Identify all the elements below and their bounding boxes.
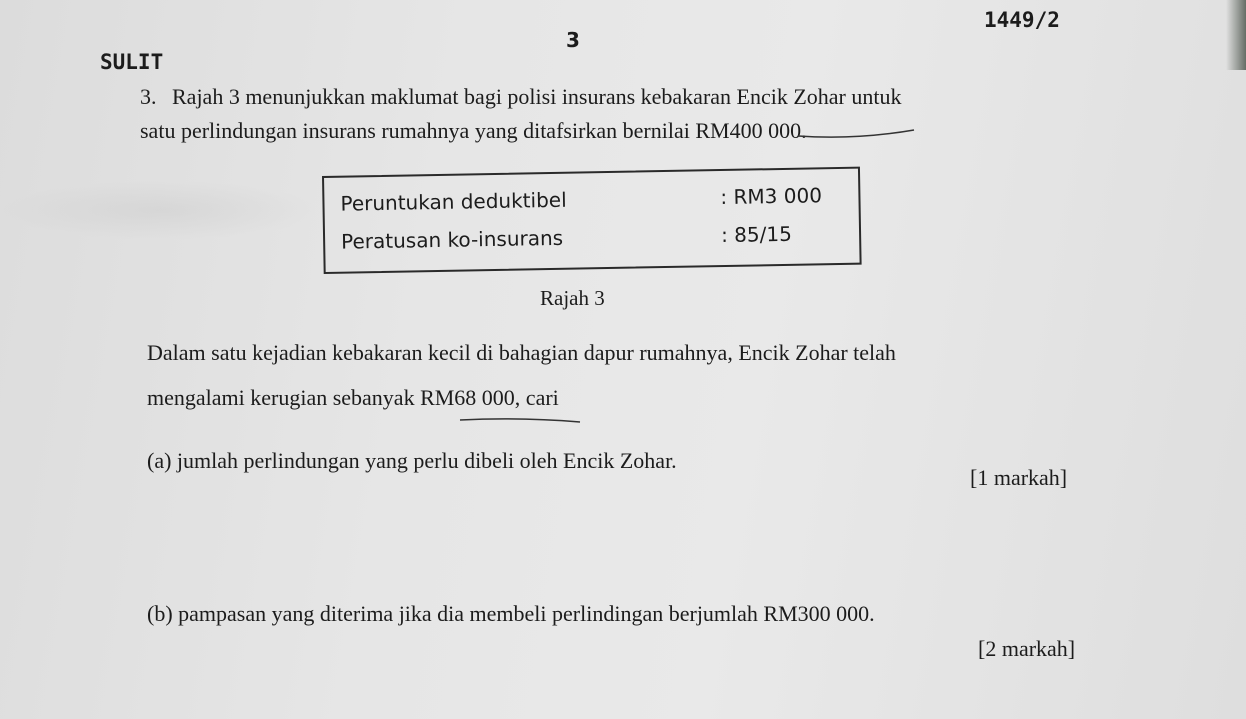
question-number: 3. — [140, 84, 157, 109]
question-line-2: satu perlindungan insurans rumahnya yang ditafsirkan bernilai RM400 000. — [140, 118, 807, 143]
info-row-coinsurance — [341, 222, 792, 254]
coinsurance-value: : 85/15 — [720, 221, 793, 248]
paragraph-line-1: Dalam satu kejadian kebakaran kecil di bahagian dapur rumahnya, Encik Zohar telah — [147, 340, 896, 365]
question-line-1 — [140, 84, 902, 110]
page-edge-shadow — [1226, 0, 1246, 70]
policy-info-box — [322, 167, 862, 274]
handwritten-strike — [796, 126, 916, 144]
part-b-marks: [2 markah] — [978, 636, 1076, 661]
info-row-deductible — [340, 183, 822, 215]
question-text-1: Rajah 3 menunjukkan maklumat bagi polisi insurans kebakaran Encik Zohar untuk — [172, 84, 902, 109]
deductible-value: : RM3 000 — [720, 183, 823, 210]
page-number: 3 — [566, 28, 580, 52]
part-a-text: (a) jumlah perlindungan yang perlu dibeli oleh Encik Zohar. — [147, 448, 677, 473]
handwritten-underline — [458, 414, 582, 426]
paper-code: 1449/2 — [984, 8, 1060, 32]
part-a-marks: [1 markah] — [970, 465, 1068, 490]
background-shade — [0, 180, 320, 240]
part-b-text: (b) pampasan yang diterima jika dia membeli perlindingan berjumlah RM300 000. — [147, 601, 875, 626]
coinsurance-label: Peratusan ko-insurans — [340, 225, 564, 254]
paragraph-line-2: mengalami kerugian sebanyak RM68 000, cari — [147, 385, 559, 410]
classification-label: SULIT — [100, 50, 164, 74]
figure-caption: Rajah 3 — [540, 286, 605, 310]
deductible-label: Peruntukan deduktibel — [340, 187, 567, 216]
